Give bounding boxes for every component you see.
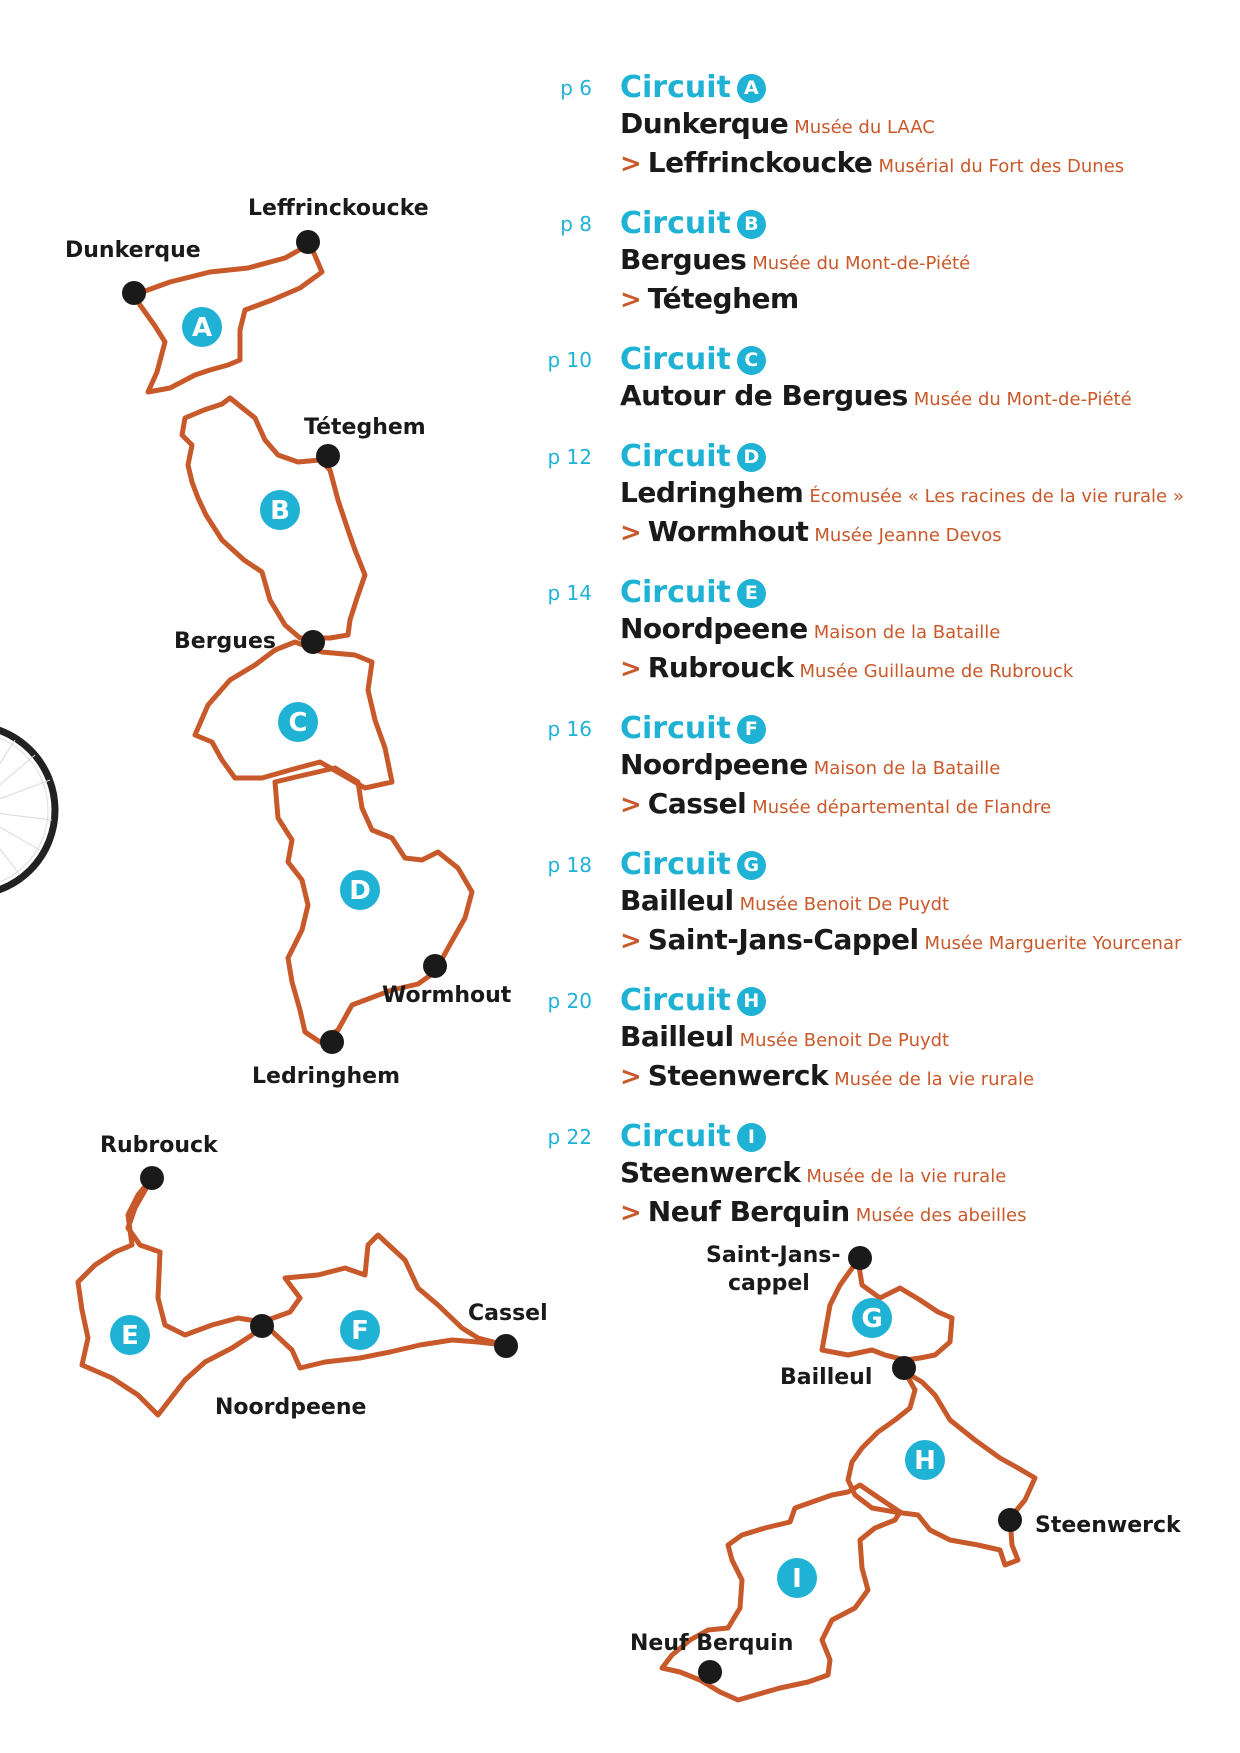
stop-town: Steenwerck: [620, 1156, 801, 1189]
circuit-stop: [620, 786, 1220, 825]
circuit-title-text: Circuit: [620, 575, 731, 610]
circuit-title: [620, 342, 1220, 378]
label-rubrouck: Rubrouck: [100, 1133, 218, 1158]
label-steenwerck: Steenwerck: [1035, 1513, 1181, 1538]
circuit-stop: [620, 106, 1220, 145]
circuit-stop: [620, 883, 1220, 922]
label-saint-jans-line1: Saint-Jans-: [706, 1243, 841, 1268]
stop-museum: Musée Guillaume de Rubrouck: [799, 661, 1074, 682]
label-neuf-berquin: Neuf Berquin: [630, 1631, 794, 1656]
page-ref: p 14: [547, 581, 592, 605]
stop-museum: Musée du Mont-de-Piété: [752, 253, 971, 274]
circuit-entry-i: [530, 1119, 1220, 1233]
circuit-entry-f: [530, 711, 1220, 825]
route-e: [78, 1178, 262, 1415]
stop-town: Bailleul: [620, 1020, 734, 1053]
stop-town: Saint-Jans-Cappel: [647, 923, 919, 956]
circuit-stop: [620, 514, 1220, 553]
circuit-title: [620, 70, 1220, 106]
stop-town: Rubrouck: [647, 651, 794, 684]
stop-town: Steenwerck: [647, 1059, 829, 1092]
marker-dunkerque: [122, 281, 146, 305]
stop-town: Wormhout: [647, 515, 809, 548]
stop-museum: Musée du Mont-de-Piété: [913, 389, 1132, 410]
marker-steenwerck: [998, 1508, 1022, 1532]
stop-museum: Musérial du Fort des Dunes: [878, 156, 1125, 177]
circuit-title: [620, 847, 1220, 883]
circuit-stop: [620, 281, 1220, 320]
circuit-title-text: Circuit: [620, 439, 731, 474]
circuit-index: [530, 70, 1220, 1255]
arrow-icon: >: [620, 654, 642, 684]
route-a: [134, 244, 322, 392]
arrow-icon: >: [620, 1062, 642, 1092]
marker-bergues: [301, 630, 325, 654]
stop-town: Autour de Bergues: [620, 379, 908, 412]
stop-museum: Musée de la vie rurale: [834, 1069, 1035, 1090]
circuit-stop: [620, 747, 1220, 786]
stop-town: Noordpeene: [620, 748, 808, 781]
arrow-icon: >: [620, 285, 642, 315]
marker-neuf-berquin: [698, 1660, 722, 1684]
circuit-stop: [620, 1155, 1220, 1194]
label-dunkerque: Dunkerque: [65, 238, 201, 263]
stop-museum: Musée des abeilles: [855, 1205, 1027, 1226]
circuit-stop: [620, 378, 1220, 417]
circuit-title-text: Circuit: [620, 206, 731, 241]
circuit-title: [620, 575, 1220, 611]
circuit-letter-badge: B: [737, 210, 766, 239]
label-noordpeene: Noordpeene: [215, 1395, 367, 1420]
page-ref: p 12: [547, 445, 592, 469]
label-saint-jans-line2: cappel: [728, 1271, 810, 1296]
stop-town: Téteghem: [647, 282, 799, 315]
badge-h-letter: H: [914, 1446, 936, 1476]
circuit-stop: [620, 611, 1220, 650]
circuit-stop: [620, 922, 1220, 961]
stop-town: Neuf Berquin: [647, 1195, 850, 1228]
circuit-title-text: Circuit: [620, 983, 731, 1018]
label-teteghem: Téteghem: [304, 415, 426, 440]
circuit-stop: [620, 1194, 1220, 1233]
page-ref: p 6: [560, 76, 592, 100]
circuit-stop: [620, 145, 1220, 184]
label-bailleul: Bailleul: [780, 1365, 873, 1390]
page-ref: p 8: [560, 212, 592, 236]
arrow-icon: >: [620, 926, 642, 956]
arrow-icon: >: [620, 518, 642, 548]
page-ref: p 18: [547, 853, 592, 877]
circuit-stop: [620, 650, 1220, 689]
page-ref: p 16: [547, 717, 592, 741]
circuit-entry-e: [530, 575, 1220, 689]
label-bergues: Bergues: [174, 629, 276, 654]
arrow-icon: >: [620, 1198, 642, 1228]
badge-b-letter: B: [270, 496, 290, 526]
circuit-title-text: Circuit: [620, 847, 731, 882]
arrow-icon: >: [620, 149, 642, 179]
route-i: [662, 1485, 900, 1700]
badge-a-letter: A: [191, 313, 213, 343]
circuit-letter-badge: F: [737, 715, 766, 744]
circuit-entry-g: [530, 847, 1220, 961]
marker-ledringhem: [320, 1030, 344, 1054]
circuit-entry-d: [530, 439, 1220, 553]
stop-museum: Musée Benoit De Puydt: [739, 894, 950, 915]
circuit-title-text: Circuit: [620, 342, 731, 377]
label-wormhout: Wormhout: [382, 983, 512, 1008]
circuit-letter-badge: G: [737, 851, 766, 880]
label-leffrinckoucke: Leffrinckoucke: [248, 196, 429, 221]
circuit-title-text: Circuit: [620, 70, 731, 105]
marker-wormhout: [423, 954, 447, 978]
stop-town: Cassel: [647, 787, 747, 820]
marker-bailleul: [892, 1356, 916, 1380]
bicycle-wheel-decoration: [0, 725, 55, 895]
stop-museum: Musée Marguerite Yourcenar: [924, 933, 1182, 954]
circuit-letter-badge: I: [737, 1123, 766, 1152]
badge-g-letter: G: [861, 1304, 883, 1334]
stop-town: Noordpeene: [620, 612, 808, 645]
circuit-title-text: Circuit: [620, 1119, 731, 1154]
circuit-title: [620, 711, 1220, 747]
marker-rubrouck: [140, 1166, 164, 1190]
stop-town: Dunkerque: [620, 107, 789, 140]
circuit-stop: [620, 475, 1220, 514]
label-ledringhem: Ledringhem: [252, 1064, 400, 1089]
stop-town: Bailleul: [620, 884, 734, 917]
stop-town: Leffrinckoucke: [647, 146, 873, 179]
circuit-entry-a: [530, 70, 1220, 184]
stop-museum: Musée départemental de Flandre: [752, 797, 1052, 818]
circuit-entry-b: [530, 206, 1220, 320]
circuit-stop: [620, 1019, 1220, 1058]
stop-museum: Maison de la Bataille: [813, 622, 1001, 643]
stop-museum: Musée Jeanne Devos: [814, 525, 1002, 546]
circuit-stop: [620, 1058, 1220, 1097]
label-cassel: Cassel: [468, 1301, 548, 1326]
circuit-entry-h: [530, 983, 1220, 1097]
badge-e-letter: E: [121, 1321, 139, 1351]
circuit-title: [620, 439, 1220, 475]
arrow-icon: >: [620, 790, 642, 820]
badge-f-letter: F: [351, 1316, 369, 1346]
badge-d-letter: D: [349, 876, 371, 906]
circuit-title-text: Circuit: [620, 711, 731, 746]
page-ref: p 10: [547, 348, 592, 372]
stop-museum: Musée de la vie rurale: [806, 1166, 1007, 1187]
page-ref: p 20: [547, 989, 592, 1013]
circuit-entry-c: [530, 342, 1220, 417]
badge-i-letter: I: [792, 1564, 802, 1594]
badge-c-letter: C: [288, 708, 308, 738]
stop-museum: Musée du LAAC: [794, 117, 935, 138]
stop-town: Ledringhem: [620, 476, 804, 509]
marker-leffrinckoucke: [296, 230, 320, 254]
circuit-letter-badge: C: [737, 346, 766, 375]
circuit-title: [620, 983, 1220, 1019]
circuit-letter-badge: D: [737, 443, 766, 472]
marker-noordpeene: [250, 1314, 274, 1338]
stop-town: Bergues: [620, 243, 747, 276]
circuit-title: [620, 206, 1220, 242]
stop-museum: Écomusée « Les racines de la vie rurale »: [809, 486, 1184, 507]
marker-teteghem: [316, 444, 340, 468]
circuit-stop: [620, 242, 1220, 281]
circuit-letter-badge: H: [737, 987, 766, 1016]
page-ref: p 22: [547, 1125, 592, 1149]
stop-museum: Musée Benoit De Puydt: [739, 1030, 950, 1051]
circuit-letter-badge: A: [737, 74, 766, 103]
circuit-title: [620, 1119, 1220, 1155]
stop-museum: Maison de la Bataille: [813, 758, 1001, 779]
circuit-letter-badge: E: [737, 579, 766, 608]
marker-cassel: [494, 1334, 518, 1358]
